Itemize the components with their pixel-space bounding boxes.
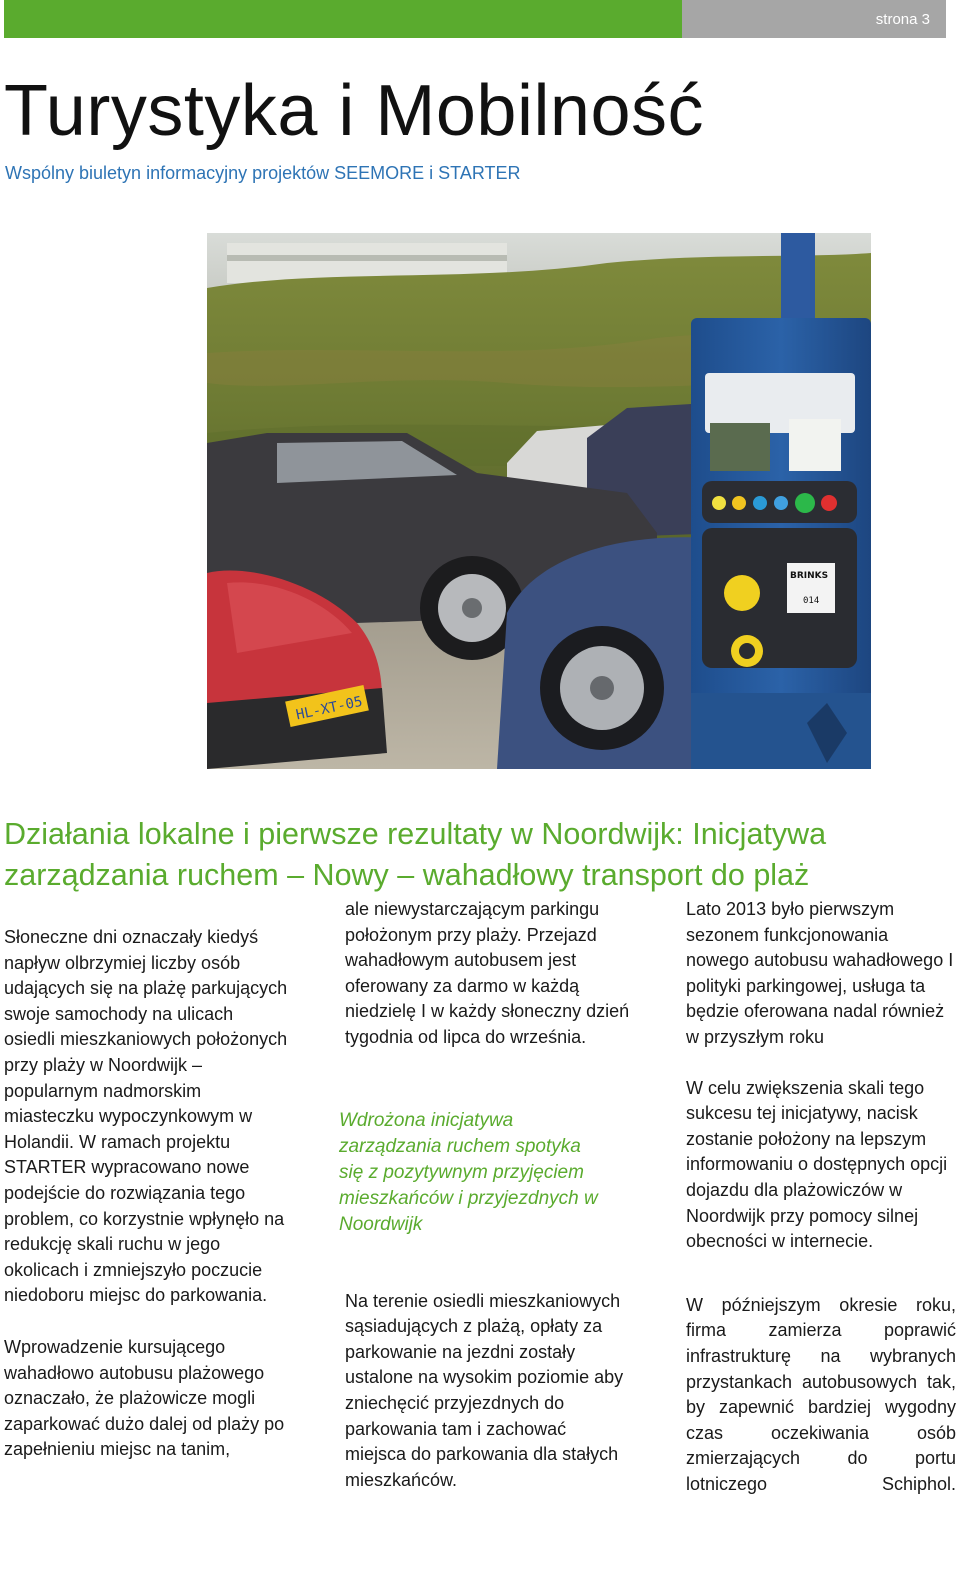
header-bar <box>4 0 682 38</box>
column3-paragraph-2: W celu zwiększenia skali tego sukcesu tej inicjatywy, nacisk zostanie położony na lepszym informowaniu o dostępnych opcji dojazdu dla plażowiczów w Noordwijk przy pomocy silnej obecności w internecie. <box>686 1077 948 1252</box>
meter-number: 014 <box>803 596 820 606</box>
column1-paragraph-2: Wprowadzenie kursującego wahadłowo autobusu plażowego oznaczało, że plażowicze mogli zaparkować dużo dalej od plaży po zapełnieniu miejsc na tanim, <box>4 1336 285 1460</box>
page-number: strona 3 <box>875 11 930 28</box>
article-column-3 <box>686 897 956 1497</box>
meter-brand: BRINKS <box>790 571 829 581</box>
column3-paragraph-3: W późniejszym okresie roku, firma zamierza poprawić infrastrukturę na wybranych przystankach autobusowych tak, by zapewnić bardziej wygodny czas oczekiwania osób zmierzających do portu lotniczego Schiphol. <box>686 1294 956 1494</box>
newsletter-subtitle: Wspólny biuletyn informacyjny projektów SEEMORE i STARTER <box>5 163 521 183</box>
newsletter-title: Turystyka i Mobilność <box>4 71 705 151</box>
column2-paragraph-2: Na terenie osiedli mieszkaniowych sąsiadujących z plażą, opłaty za parkowanie na jezdni zostały ustalone na wysokim poziomie aby zniechęcić przyjezdnych do parkowania tam i zachować miejsca do parkowania dla stałych mieszkańców. <box>345 1290 624 1490</box>
column1-paragraph-1: Słoneczne dni oznaczały kiedyś napływ olbrzymiej liczby osób udających się na plażę parkujących swoje samochody na ulicach osiedli mieszkaniowych położonych przy plaży w Noordwijk – popularnym nadmorskim miasteczku wypoczynkowym w Holandii. W ramach projektu STARTER wypracowano nowe podejście do rozwiązania tego problem, co korzystnie wpłynęło na redukcję skali ruchu w jego okolicach i zmniejszyło poczucie niedoboru miejsc do parkowania. <box>4 927 288 1306</box>
parking-meter-photo <box>207 233 871 769</box>
license-plate: HL-XT-05 <box>294 693 364 724</box>
page-number-box <box>682 0 946 38</box>
column2-paragraph-1: ale niewystarczającym parkingu położonym przy plaży. Przejazd wahadłowym autobusem jest oferowany za darmo w każdą niedzielę I w każdy słoneczny dzień tygodnia od lipca do września. <box>345 899 630 1047</box>
article-headline: Działania lokalne i pierwsze rezultaty w Noordwijk: Inicjatywa zarządzania ruchem – Nowy – wahadłowy transport do plaż <box>4 817 827 892</box>
article-column-1 <box>4 925 289 1463</box>
column3-paragraph-1: Lato 2013 było pierwszym sezonem funkcjonowania nowego autobusu wahadłowego I polityki parkingowej, usługa ta będzie oferowana nadal również w przyszłym roku <box>686 899 954 1047</box>
pull-quote: Wdrożona inicjatywa zarządzania ruchem spotyka się z pozytywnym przyjęciem mieszkańców i przyjezdnych w Noordwijk <box>339 1110 598 1235</box>
